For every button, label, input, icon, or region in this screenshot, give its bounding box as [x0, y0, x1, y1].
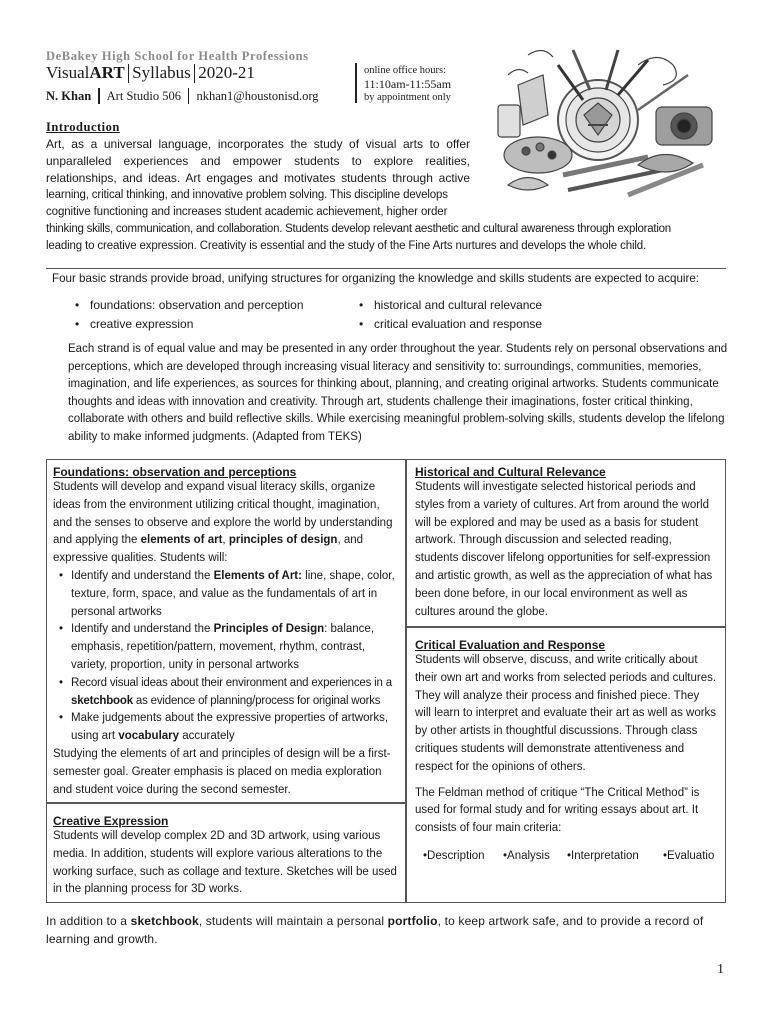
item-text: Make judgements about the expressive properties of artworks, using art [71, 712, 389, 743]
closing-bold-portfolio: portfolio [387, 914, 438, 928]
foundations-list [53, 568, 399, 746]
criterion-interpretation: •Interpretation [567, 849, 639, 862]
list-item: • critical evaluation and response [356, 315, 542, 334]
list-item: • historical and cultural relevance [356, 296, 542, 315]
critical-box [406, 627, 726, 903]
office-hours-label: online office hours: [364, 65, 447, 76]
foundations-bold-elements: elements of art [140, 534, 223, 547]
item-bold: Elements of Art: [213, 569, 302, 582]
intro-heading: Introduction [46, 120, 120, 134]
closing-note [46, 913, 736, 948]
intro-line: unparalleled experiences and empower students to explore realities, [46, 154, 470, 168]
creative-heading: Creative Expression [53, 814, 169, 828]
item-text: Identify and understand the [71, 623, 214, 636]
office-hours-time: 11:10am-11:55am [364, 76, 452, 91]
section-divider [46, 268, 726, 269]
strands-paragraph: Each strand is of equal value and may be presented in any order throughout the year. Students rely on personal observations and perceptions, which are developed through increasing visual literacy and sensitivity to: surroundings, communities, memories, imagination, and life experiences, as sources for thinking about, planning, and creating original artworks. Students communicate thoughts and ideas with innovation and creativity. Through art, students challenge their imaginations, foster critical thinking, collaborate with others and build reflective skills. While exercising meaningful problem-solving skills, students develop the lifelong ability to make informed judgments. (Adapted from TEKS) [68, 343, 728, 443]
info-divider [188, 88, 190, 104]
item-text: Record visual ideas about their environment and experiences in a [71, 676, 392, 689]
item-bold: sketchbook [71, 694, 133, 707]
title-year: 2020-21 [198, 63, 255, 82]
closing-bold-sketchbook: sketchbook [130, 914, 199, 928]
office-divider [355, 63, 357, 103]
strands-intro: Four basic strands provide broad, unifying structures for organizing the knowledge and skills students are expected to acquire: [52, 272, 700, 285]
feldman-criteria [415, 850, 717, 862]
foundations-heading: Foundations: observation and perceptions [53, 465, 297, 479]
strands-list-left [72, 296, 304, 333]
teacher-name: N. Khan [46, 88, 92, 103]
title-divider [128, 64, 130, 83]
criterion-description: •Description [423, 849, 485, 862]
room-number: Art Studio 506 [106, 88, 181, 103]
item-text: Identify and understand the [71, 569, 214, 582]
office-hours-note: by appointment only [364, 92, 451, 103]
intro-line: leading to creative expression. Creativity is essential and the study of the Fine Arts nurtures and develops the whole child. [46, 240, 647, 252]
list-item [53, 568, 399, 621]
foundations-text-b: , [222, 534, 229, 547]
foundations-text-a: Students will develop and expand visual literacy skills, organize ideas from the environment utilizing critical thought, imagination, and the senses to observe and explore the world by understanding and applying the [53, 481, 393, 547]
foundations-bold-principles: principles of design [228, 534, 338, 547]
creative-box [46, 803, 406, 903]
item-bold: vocabulary [118, 730, 180, 743]
intro-line: learning, critical thinking, and innovative problem solving. This discipline develops [46, 189, 448, 201]
item-text: line, shape, color, texture, form, space, and value as the fundamentals of art in personal artworks [71, 569, 395, 618]
teacher-info [46, 88, 319, 104]
intro-line: cognitive functioning and increases student academic achievement, higher order [46, 206, 448, 218]
intro-line: thinking skills, communication, and collaboration. Students develop relevant aesthetic and cultural awareness through exploration [46, 223, 671, 235]
teacher-email[interactable]: nkhan1@houstonisd.org [196, 88, 319, 103]
page-title [46, 63, 255, 83]
item-text: : balance, emphasis, repetition/pattern, movement, rhythm, contrast, variety, proportion, unity in personal artworks [71, 623, 375, 671]
title-divider [194, 64, 196, 83]
art-supplies-illustration [488, 45, 728, 215]
historical-text: Students will investigate selected historical periods and styles from a variety of cultures. Art from around the world will be explored and may be used as a basis for student artwork. Through discussion and selected reading, students discover lifelong opportunities for self-expression and artistic growth, as well as the appreciation of what has been done before, in our local environment as well as cultures around the globe. [415, 481, 713, 618]
list-item: • creative expression [72, 315, 304, 334]
closing-text: In addition to a [46, 914, 131, 928]
item-text: accurately [179, 730, 235, 743]
title-visual: Visual [46, 63, 90, 82]
title-art: ART [89, 63, 125, 82]
historical-box [406, 459, 726, 627]
strands-list-right [356, 296, 542, 333]
closing-text: , to keep artwork safe, and to provide a record of learning and growth. [46, 914, 704, 946]
creative-text: Students will develop complex 2D and 3D artwork, using various media. In addition, students will explore various alterations to the working surface, such as collage and texture. Sketches will be used in the planning process for 3D works. [53, 830, 397, 896]
critical-heading: Critical Evaluation and Response [415, 638, 606, 652]
feldman-text: The Feldman method of critique “The Critical Method” is used for formal study and for writing essays about art. It consists of four main criteria: [415, 786, 700, 835]
historical-heading: Historical and Cultural Relevance [415, 465, 606, 479]
intro-line: Art, as a universal language, incorporates the study of visual arts to offer [46, 137, 470, 151]
list-item: • foundations: observation and perception [72, 296, 304, 315]
page-number: 1 [717, 962, 724, 977]
item-bold: Principles of Design [213, 623, 325, 636]
foundations-box [46, 459, 406, 803]
criterion-analysis: •Analysis [503, 849, 550, 862]
list-item [53, 621, 399, 674]
foundations-text [53, 479, 399, 568]
intro-line: relationships, and ideas. Art engages and motivates students through active [46, 171, 470, 185]
list-item [53, 710, 399, 746]
criterion-evaluation: •Evaluatio [663, 849, 715, 862]
office-hours [364, 64, 451, 105]
item-text: as evidence of planning/process for original works [132, 694, 381, 707]
closing-text: , students will maintain a personal [198, 914, 388, 928]
foundations-closing: Studying the elements of art and principles of design will be a first-semester goal. Greater emphasis is placed on media exploration and student voice during the second semester. [53, 747, 391, 796]
foundations-text-c: , and expressive qualities. Students will: [53, 534, 364, 565]
list-item [53, 675, 399, 711]
info-divider [98, 88, 100, 104]
critical-text: Students will observe, discuss, and write critically about their own art and works from selected periods and cultures. They will analyze their process and finished piece. They will learn to interpret and evaluate their art as well as works by other artists in thoughtful discussions. Through class critiques students will demonstrate attentiveness and respect for the opinions of others. [415, 654, 717, 773]
school-name: DeBakey High School for Health Professions [46, 49, 309, 63]
title-syllabus: Syllabus [132, 63, 191, 82]
